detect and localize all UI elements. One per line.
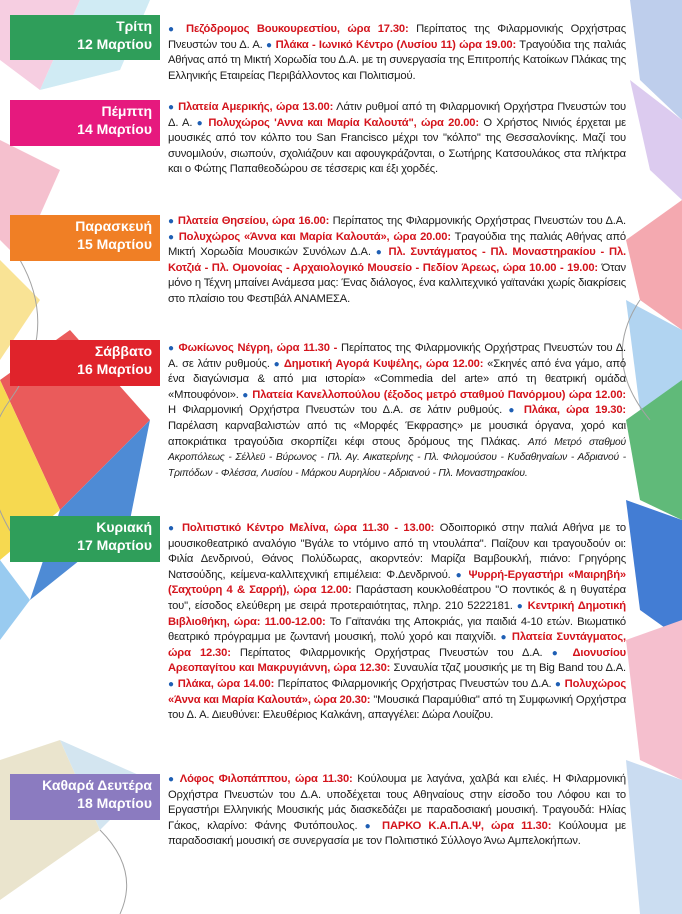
bullet-icon: ● xyxy=(168,774,176,785)
event-description: Περίπατος Φιλαρμονικής Ορχήστρας Πνευστών του Δ.Α. xyxy=(230,646,552,659)
bullet-icon: ● xyxy=(364,820,375,832)
event-description: Παρέλαση καρναβαλιστών από τις «Μορφές Έκφρασης» με μουσικά όργανα, χορό και αποκριάτικα τραγούδια σκορπίζει κέφι στους δρόμους της Πλάκας. xyxy=(168,419,626,448)
event-description: Περίπατος της Φιλαρμονικής Ορχήστρας Πνευστών του Δ.Α. xyxy=(329,215,626,227)
event-description: Οδοιπορικό στην παλιά Αθήνα με το μουσικοθεατρικό αναλόγιο "Βγάλε το ντόμινο από τη ντουλάπα". Παίζουν και τραγουδούν οι: Φιλία Δενδρινού, Θάνος Πολύδωρας, ακορντεόν: Μαρίζα Βαμβουκλή, πιάνο: Γρηγόρης Νατσούδης, κείμενα-καλλιτεχνική επιμέλεια: Φ.Δενδρινού. xyxy=(168,522,626,581)
venue-time: Φωκίωνος Νέγρη, ώρα 11.30 - xyxy=(174,342,338,354)
event-description: Τραγούδια της παλιάς Αθήνας από τη Μικτή Χορωδία του Δ.Α. με τη συνεργασία της Επιτροπής Κατοίκων Πλάκας της Ελληνικής Εταιρείας Περιβάλλοντος και Πολιτισμού. xyxy=(168,38,626,82)
bullet-icon: ● xyxy=(168,523,177,534)
venue-time: Διονυσίου Αρεοπαγίτου και Μακρυγιάννη, ώρα 12.30: xyxy=(168,646,626,675)
day-date: 18 Μαρτίου xyxy=(77,795,152,811)
bullet-icon: ● xyxy=(375,247,384,259)
bullet-icon: ● xyxy=(455,569,464,581)
event-description: Κούλουμα με λαγάνα, χαλβά και ελιές. Η Φιλαρμονική Ορχήστρα Πνευστών του Δ.Α. υποδέχεται τους Αθηναίους στην είσοδο του Λόφου και το Εργαστήρι Ελληνικής Μουσικής μάς διασκεδάζει με παραδοσιακή μουσική. Τραγουδά: Ηλίας Γάκος, κλαρίνο: Φάνης Φυτόπουλος. xyxy=(168,773,626,832)
event-description: Ο Χρήστος Νινιός έρχεται με μουσικές από τον κόλπο του San Francisco μέχρι τον "κόλπο" της Θεσσαλονίκης. Μαζί του συνομιλούν, σιωπούν, σχολιάζουν και αφουγκράζονται, ο Σωτήρης Κατσουλάκος στα πλήκτρα και ο Φώτης Παπαθεοδώρου σε τέσσερις και έξι χορδές. xyxy=(168,116,626,176)
day-date: 17 Μαρτίου xyxy=(77,537,152,553)
bullet-icon: ● xyxy=(242,389,249,401)
day-label-friday xyxy=(10,215,160,261)
event-description: Περίπατος Φιλαρμονικής Ορχήστρας Πνευστών του Δ.Α. xyxy=(274,677,555,690)
event-description: Τραγούδια της παλιάς Αθήνας από Μικτή Χορωδία Μουσικών Συνόλων Δ.Α. xyxy=(168,230,626,259)
day-text-tuesday xyxy=(168,22,626,84)
bullet-icon: ● xyxy=(273,358,281,370)
venue-time: Πεζόδρομος Βουκουρεστίου, ώρα 17.30: xyxy=(178,23,409,35)
day-text-sunday xyxy=(168,521,626,724)
bullet-icon: ● xyxy=(516,600,524,612)
venue-time: Πλατεία Κανελλοπούλου (έξοδος μετρό σταθμού Πανόρμου) ώρα 12.00: xyxy=(248,388,626,401)
venue-time: Πλάκα - Ιωνικό Κέντρο (Λυσίου 11) ώρα 19.00: xyxy=(272,38,517,51)
event-description: Λάτιν ρυθμοί από τη Φιλαρμονική Ορχήστρα Πνευστών του Δ. Α. xyxy=(168,101,627,129)
venue-time: Ψυρρή-Εργαστήρι «Μαιρηβή» (Σαχτούρη 4 & Σαρρή), ώρα 12.00: xyxy=(168,568,626,597)
bullet-icon: ● xyxy=(168,231,175,243)
venue-time: Πλατεία Θησείου, ώρα 16.00: xyxy=(174,215,330,227)
day-text-clean-monday xyxy=(168,772,626,850)
venue-time: Πλατεία Αμερικής, ώρα 13.00: xyxy=(174,101,334,113)
bullet-icon: ● xyxy=(168,216,175,227)
day-name: Σάββατο xyxy=(94,343,152,359)
event-description: Η Φιλαρμονική Ορχήστρα Πνευστών του Δ.Α. σε λάτιν ρυθμούς. xyxy=(168,404,509,417)
bullet-icon: ● xyxy=(168,24,179,35)
route-note: Από Μετρό σταθμού Ακροπόλεως - Σέλλεϋ - Βύρωνος - Πλ. Αγ. Αικατερίνης - Πλ. Φιλομούσου - Κυδαθηναίων - Αδριανού - Τριπόδων - Φλέσσα, Λυσίου - Μάρκου Αυρηλίου - Αδριανού - Πλ. Μοναστηρακίου. xyxy=(168,436,626,479)
bullet-icon: ● xyxy=(168,343,175,354)
day-name: Πέμπτη xyxy=(101,103,152,119)
bullet-icon: ● xyxy=(551,647,564,659)
venue-time: Πολυχώρος «Άννα και Μαρία Καλουτά», ώρα 20.30: xyxy=(168,677,626,706)
venue-time: Πολυχώρος «Άννα και Μαρία Καλουτά», ώρα 20.00: xyxy=(174,230,451,243)
event-description: Περίπατος της Φιλαρμονικής Ορχήστρας Πνευστών του Δ. Α. σε λάτιν ρυθμούς. xyxy=(168,342,627,370)
day-date: 15 Μαρτίου xyxy=(77,236,152,252)
bullet-icon: ● xyxy=(508,405,518,417)
bullet-icon: ● xyxy=(265,39,273,51)
venue-time: Κεντρική Δημοτική Βιβλιοθήκη, ώρα: 11.00-12.00: xyxy=(168,599,626,628)
venue-time: Πολυχώρος 'Αννα και Μαρία Καλουτά", ώρα 20.00: xyxy=(203,116,479,129)
day-date: 12 Μαρτίου xyxy=(77,36,152,52)
bullet-icon: ● xyxy=(500,632,508,644)
day-name: Καθαρά Δευτέρα xyxy=(42,777,152,793)
day-date: 14 Μαρτίου xyxy=(77,121,152,137)
bullet-icon: ● xyxy=(196,117,204,129)
venue-time: Λόφος Φιλοπάππου, ώρα 11.30: xyxy=(175,773,353,785)
day-date: 16 Μαρτίου xyxy=(77,361,152,377)
day-name: Παρασκευή xyxy=(75,218,152,234)
event-description: «Σκηνές από ένα γάμο, από ένα διαγώνισμα & από μια ιστορία» «Commedia del arte» από τη θεατρική ομάδα «Μπουφόνοι». xyxy=(168,357,626,401)
event-description: Όταν μόνο η Τέχνη μπαίνει Ανάμεσα μας: Ένας διάλογος, ένα καλλιτεχνικό γαϊτανάκι χωρίς διακρίσεις στο πλαίσιο του Φεστιβάλ ΑΝΑΜΕΣΑ. xyxy=(168,261,626,305)
venue-time: Πλάκα, ώρα 19.30: xyxy=(517,404,626,417)
day-label-thursday xyxy=(10,100,160,146)
day-label-clean-monday xyxy=(10,774,160,820)
day-name: Τρίτη xyxy=(116,18,152,34)
event-description: Κούλουμα με παραδοσιακή μουσική σε συνεργασία με τον Πολιτιστικό Σύλλογο Άνω Αμπελοκήπων. xyxy=(168,819,627,848)
day-text-friday xyxy=(168,214,626,308)
event-description: Συναυλία τζαζ μουσικής με τη Big Band του Δ.Α. xyxy=(390,662,627,675)
event-description: Το Γαϊτανάκι της Αποκριάς, για παιδιά 4-10 ετών. Βιωματικό θεατρικό πρόγραμμα με ζωντανή μουσική, πολύ χορό και παιχνίδι. xyxy=(168,615,626,644)
bullet-icon: ● xyxy=(168,678,175,690)
event-description: "Μουσικά Παραμύθια" από τη Συμφωνική Ορχήστρα του Δ. Α. Διευθύνει: Ελευθέριος Καλκάνη, απαγγέλει: Δώρα Λουίζου. xyxy=(168,693,627,722)
bullet-icon: ● xyxy=(168,102,175,113)
day-label-sunday xyxy=(10,516,160,562)
day-text-saturday xyxy=(168,341,626,481)
event-description: Περίπατος της Φιλαρμονικής Ορχήστρας Πνευστών του Δ. Α. xyxy=(168,23,626,51)
venue-time: Πολιτιστικό Κέντρο Μελίνα, ώρα 11.30 - 13.00: xyxy=(176,522,435,534)
bullet-icon: ● xyxy=(554,678,562,690)
venue-time: Πλ. Συντάγματος - Πλ. Μοναστηρακίου - Πλ. Κοτζιά - Πλ. Ομονοίας - Αρχαιολογικό Μουσείο - Πεδίον Άρεως, ώρα 10.00 - 19.00: xyxy=(168,246,626,274)
venue-time: Πλατεία Συντάγματος, ώρα 12.30: xyxy=(168,631,627,659)
day-label-tuesday xyxy=(10,15,160,60)
event-description: Παράσταση κουκλοθέατρου "Ο ποντικός & η θυγατέρα του", είσοδος ελεύθερη με σειρά προτεραιότητας, πληρ. 210 5222181. xyxy=(168,584,626,612)
venue-time: Πλάκα, ώρα 14.00: xyxy=(174,677,275,690)
venue-time: ΠΑΡΚΟ Κ.Α.Π.Α.Ψ, ώρα 11.30: xyxy=(374,819,552,832)
venue-time: Δημοτική Αγορά Κυψέλης, ώρα 12.00: xyxy=(280,357,484,370)
day-text-thursday xyxy=(168,100,626,178)
day-label-saturday xyxy=(10,340,160,386)
day-name: Κυριακή xyxy=(96,519,152,535)
